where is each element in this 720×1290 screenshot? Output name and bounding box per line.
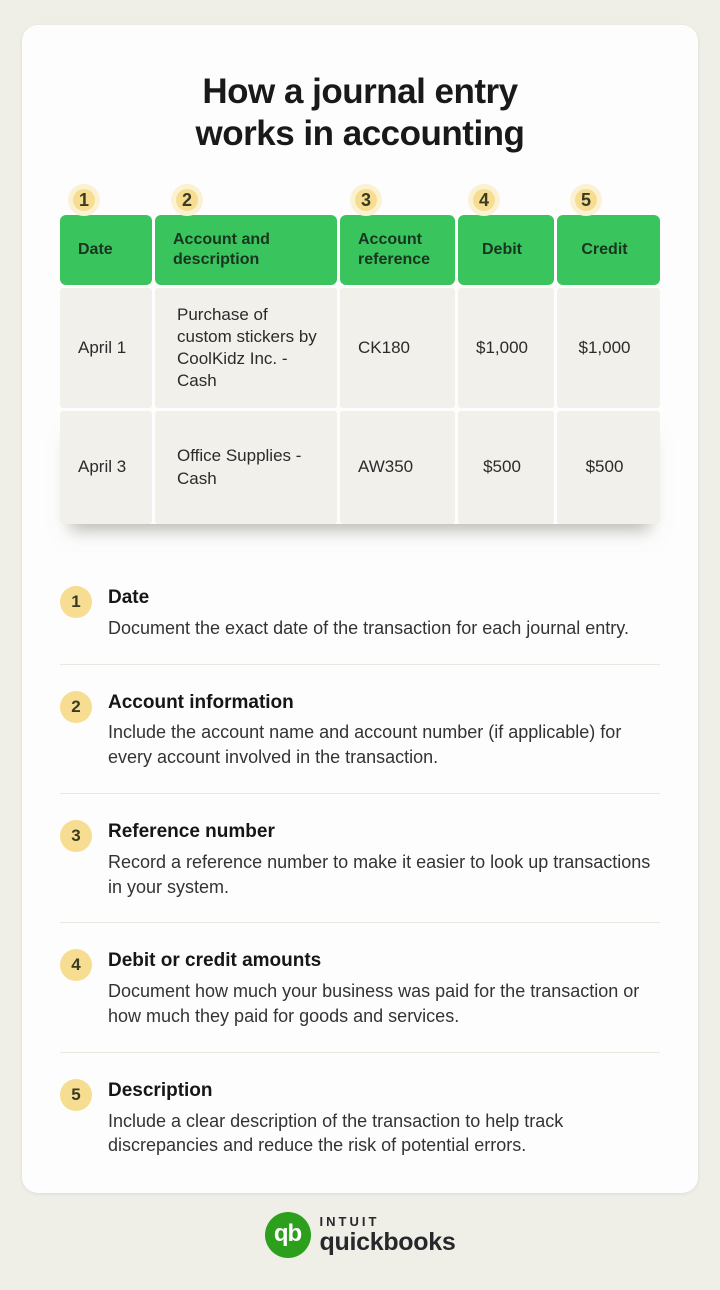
table-row: [60, 411, 660, 524]
explanation-sections: [60, 560, 660, 1181]
table-header-row: [60, 215, 660, 285]
section-body-debit-credit-amounts: Document how much your business was paid for the transaction or how much they paid for goods and services.: [108, 981, 640, 1026]
section-date: [60, 560, 660, 665]
row1-credit-cell: $1,000: [557, 288, 660, 408]
section-description: [60, 1053, 660, 1181]
page-title-line2: works in accounting: [195, 114, 525, 153]
table-badge-3: 3: [350, 184, 382, 216]
section-badge-3: 3: [60, 820, 92, 852]
section-body-reference-number: Record a reference number to make it easier to look up transactions in your system.: [108, 851, 651, 897]
row2-date-cell: April 3: [60, 411, 152, 524]
section-heading-date: Date: [108, 587, 150, 608]
row2-reference-cell: AW350: [340, 411, 455, 524]
section-heading-debit-credit-amounts: Debit or credit amounts: [108, 950, 322, 972]
section-body-account-information: Include the account name and account number (if applicable) for every account involved in the transaction.: [108, 722, 622, 768]
section-badge-1: 1: [60, 586, 92, 618]
column-header-account-reference: Account reference: [340, 215, 455, 285]
section-badge-2: 2: [60, 691, 92, 723]
column-header-account-description: Account and description: [155, 215, 337, 285]
section-body-description: Include a clear description of the transaction to help track discrepancies and reduce the risk of potential errors.: [108, 1110, 564, 1156]
section-reference-number: [60, 794, 660, 923]
row2-credit-cell: $500: [557, 411, 660, 524]
table-badge-2: 2: [171, 184, 203, 216]
quickbooks-logo-icon: qb: [265, 1212, 311, 1258]
section-body-date: Document the exact date of the transaction for each journal entry.: [108, 617, 629, 638]
page-title: [22, 71, 698, 155]
section-heading-account-information: Account information: [108, 691, 294, 713]
table-badge-5: 5: [570, 184, 602, 216]
row2-description-cell: Office Supplies - Cash: [155, 411, 337, 524]
row1-debit-cell: $1,000: [458, 288, 554, 408]
section-heading-description: Description: [108, 1079, 213, 1101]
row1-date-cell: April 1: [60, 288, 152, 408]
infographic-card: [22, 25, 698, 1193]
quickbooks-wordmark: quickbooks: [319, 1228, 456, 1257]
section-account-information: [60, 665, 660, 794]
section-debit-credit-amounts: [60, 923, 660, 1052]
section-heading-reference-number: Reference number: [108, 820, 275, 842]
page-title-line1: How a journal entry: [202, 72, 518, 111]
section-badge-5: 5: [60, 1079, 92, 1111]
table-row: [60, 288, 660, 408]
table-badge-4: 4: [468, 184, 500, 216]
column-header-debit: Debit: [458, 215, 554, 285]
row1-reference-cell: CK180: [340, 288, 455, 408]
footer-brand: [0, 1212, 720, 1258]
journal-entry-table: [60, 189, 660, 524]
row2-debit-cell: $500: [458, 411, 554, 524]
row1-description-cell: Purchase of custom stickers by CoolKidz Inc. - Cash: [155, 288, 337, 408]
column-header-credit: Credit: [557, 215, 660, 285]
table-badge-1: 1: [68, 184, 100, 216]
column-header-date: Date: [60, 215, 152, 285]
section-badge-4: 4: [60, 949, 92, 981]
intuit-wordmark: INTUIT: [319, 1213, 380, 1229]
